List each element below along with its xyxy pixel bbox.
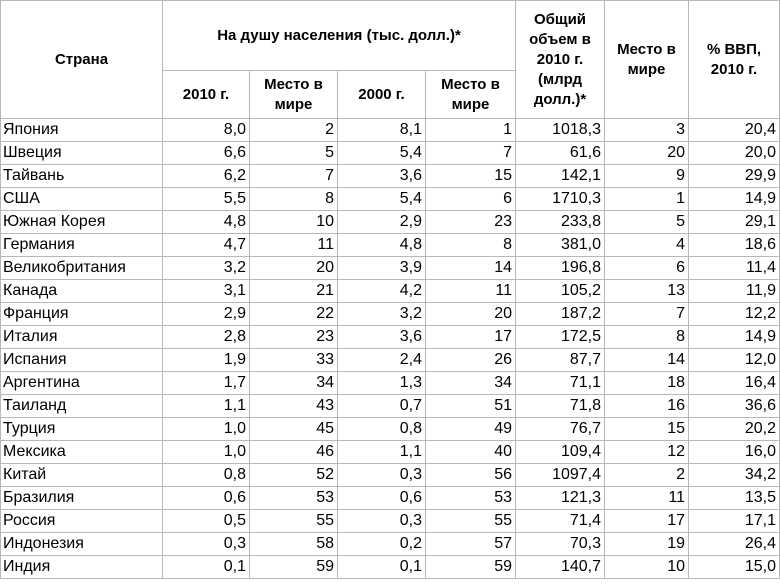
cell-per-capita-2010: 0,5: [163, 510, 250, 533]
cell-total-volume: 87,7: [516, 349, 605, 372]
cell-rank-2010: 8: [250, 188, 338, 211]
cell-per-capita-2000: 0,6: [338, 487, 426, 510]
cell-rank-2000: 7: [426, 142, 516, 165]
cell-rank-2010: 43: [250, 395, 338, 418]
cell-per-capita-2010: 3,2: [163, 257, 250, 280]
cell-per-capita-2010: 5,5: [163, 188, 250, 211]
cell-total-rank: 17: [605, 510, 689, 533]
cell-country: Турция: [1, 418, 163, 441]
cell-total-volume: 1018,3: [516, 119, 605, 142]
cell-per-capita-2010: 2,9: [163, 303, 250, 326]
cell-country: Индия: [1, 556, 163, 579]
cell-rank-2000: 23: [426, 211, 516, 234]
cell-gdp-share: 12,0: [689, 349, 780, 372]
cell-rank-2010: 33: [250, 349, 338, 372]
table-row: [1, 234, 780, 257]
cell-country: Франция: [1, 303, 163, 326]
cell-total-volume: 196,8: [516, 257, 605, 280]
header-2010: 2010 г.: [163, 71, 250, 119]
cell-rank-2010: 20: [250, 257, 338, 280]
header-per-capita: На душу населения (тыс. долл.)*: [163, 1, 516, 71]
cell-total-volume: 233,8: [516, 211, 605, 234]
cell-per-capita-2000: 0,1: [338, 556, 426, 579]
cell-gdp-share: 15,0: [689, 556, 780, 579]
cell-rank-2000: 51: [426, 395, 516, 418]
cell-rank-2000: 56: [426, 464, 516, 487]
cell-rank-2000: 57: [426, 533, 516, 556]
cell-per-capita-2000: 1,3: [338, 372, 426, 395]
cell-rank-2000: 34: [426, 372, 516, 395]
cell-rank-2010: 22: [250, 303, 338, 326]
table-header: [1, 1, 780, 119]
cell-rank-2000: 20: [426, 303, 516, 326]
cell-total-rank: 10: [605, 556, 689, 579]
cell-total-volume: 109,4: [516, 441, 605, 464]
cell-country: Япония: [1, 119, 163, 142]
cell-gdp-share: 26,4: [689, 533, 780, 556]
cell-per-capita-2010: 1,7: [163, 372, 250, 395]
cell-gdp-share: 20,2: [689, 418, 780, 441]
header-2000: 2000 г.: [338, 71, 426, 119]
cell-total-volume: 172,5: [516, 326, 605, 349]
table-row: [1, 464, 780, 487]
cell-per-capita-2010: 6,6: [163, 142, 250, 165]
cell-total-volume: 71,8: [516, 395, 605, 418]
cell-total-volume: 76,7: [516, 418, 605, 441]
cell-total-volume: 70,3: [516, 533, 605, 556]
cell-country: Великобритания: [1, 257, 163, 280]
cell-total-volume: 1710,3: [516, 188, 605, 211]
cell-rank-2010: 10: [250, 211, 338, 234]
cell-gdp-share: 34,2: [689, 464, 780, 487]
cell-per-capita-2000: 4,2: [338, 280, 426, 303]
cell-rank-2000: 26: [426, 349, 516, 372]
cell-rank-2010: 5: [250, 142, 338, 165]
table-body: [1, 119, 780, 579]
cell-rank-2010: 52: [250, 464, 338, 487]
cell-rank-2000: 1: [426, 119, 516, 142]
cell-rank-2000: 17: [426, 326, 516, 349]
cell-gdp-share: 20,4: [689, 119, 780, 142]
header-total-rank: Место в мире: [605, 1, 689, 119]
cell-total-volume: 71,1: [516, 372, 605, 395]
cell-gdp-share: 29,1: [689, 211, 780, 234]
table-row: [1, 303, 780, 326]
cell-country: Россия: [1, 510, 163, 533]
cell-per-capita-2010: 0,3: [163, 533, 250, 556]
cell-total-volume: 140,7: [516, 556, 605, 579]
table-row: [1, 441, 780, 464]
cell-per-capita-2010: 2,8: [163, 326, 250, 349]
cell-country: Южная Корея: [1, 211, 163, 234]
cell-total-volume: 121,3: [516, 487, 605, 510]
cell-total-rank: 3: [605, 119, 689, 142]
cell-rank-2000: 6: [426, 188, 516, 211]
cell-per-capita-2010: 0,1: [163, 556, 250, 579]
table-row: [1, 211, 780, 234]
cell-per-capita-2010: 0,6: [163, 487, 250, 510]
cell-per-capita-2000: 5,4: [338, 188, 426, 211]
cell-total-volume: 61,6: [516, 142, 605, 165]
cell-rank-2000: 59: [426, 556, 516, 579]
cell-country: Швеция: [1, 142, 163, 165]
cell-country: США: [1, 188, 163, 211]
cell-rank-2010: 55: [250, 510, 338, 533]
header-rank-2000: Место в мире: [426, 71, 516, 119]
cell-total-rank: 16: [605, 395, 689, 418]
cell-per-capita-2010: 1,9: [163, 349, 250, 372]
cell-per-capita-2000: 3,6: [338, 165, 426, 188]
cell-rank-2010: 2: [250, 119, 338, 142]
cell-country: Мексика: [1, 441, 163, 464]
cell-total-rank: 2: [605, 464, 689, 487]
cell-rank-2010: 23: [250, 326, 338, 349]
cell-gdp-share: 14,9: [689, 326, 780, 349]
table-row: [1, 188, 780, 211]
cell-gdp-share: 16,0: [689, 441, 780, 464]
table-row: [1, 257, 780, 280]
cell-per-capita-2010: 4,7: [163, 234, 250, 257]
cell-per-capita-2000: 5,4: [338, 142, 426, 165]
cell-gdp-share: 17,1: [689, 510, 780, 533]
cell-gdp-share: 16,4: [689, 372, 780, 395]
cell-per-capita-2000: 4,8: [338, 234, 426, 257]
table-row: [1, 280, 780, 303]
header-total-volume: Общий объем в 2010 г. (млрд долл.)*: [516, 1, 605, 119]
cell-per-capita-2010: 1,0: [163, 418, 250, 441]
cell-rank-2010: 7: [250, 165, 338, 188]
cell-rank-2010: 21: [250, 280, 338, 303]
cell-total-volume: 187,2: [516, 303, 605, 326]
cell-total-rank: 14: [605, 349, 689, 372]
header-gdp-share: % ВВП, 2010 г.: [689, 1, 780, 119]
cell-gdp-share: 12,2: [689, 303, 780, 326]
table-row: [1, 487, 780, 510]
cell-gdp-share: 11,9: [689, 280, 780, 303]
cell-per-capita-2000: 3,9: [338, 257, 426, 280]
cell-per-capita-2000: 0,2: [338, 533, 426, 556]
cell-rank-2000: 15: [426, 165, 516, 188]
cell-country: Китай: [1, 464, 163, 487]
cell-rank-2010: 58: [250, 533, 338, 556]
table-row: [1, 533, 780, 556]
cell-gdp-share: 36,6: [689, 395, 780, 418]
table-row: [1, 119, 780, 142]
table-row: [1, 165, 780, 188]
cell-total-rank: 19: [605, 533, 689, 556]
cell-gdp-share: 14,9: [689, 188, 780, 211]
cell-rank-2000: 11: [426, 280, 516, 303]
table-row: [1, 556, 780, 579]
cell-per-capita-2000: 0,7: [338, 395, 426, 418]
cell-total-volume: 105,2: [516, 280, 605, 303]
table-row: [1, 372, 780, 395]
table-row: [1, 418, 780, 441]
cell-country: Бразилия: [1, 487, 163, 510]
cell-country: Испания: [1, 349, 163, 372]
cell-total-rank: 13: [605, 280, 689, 303]
cell-total-volume: 1097,4: [516, 464, 605, 487]
cell-country: Канада: [1, 280, 163, 303]
cell-total-rank: 11: [605, 487, 689, 510]
cell-rank-2000: 55: [426, 510, 516, 533]
cell-total-rank: 9: [605, 165, 689, 188]
cell-rank-2000: 53: [426, 487, 516, 510]
cell-country: Индонезия: [1, 533, 163, 556]
cell-total-rank: 6: [605, 257, 689, 280]
cell-gdp-share: 20,0: [689, 142, 780, 165]
cell-gdp-share: 18,6: [689, 234, 780, 257]
cell-per-capita-2000: 2,9: [338, 211, 426, 234]
cell-per-capita-2010: 8,0: [163, 119, 250, 142]
cell-rank-2010: 53: [250, 487, 338, 510]
cell-per-capita-2000: 1,1: [338, 441, 426, 464]
header-rank-2010: Место в мире: [250, 71, 338, 119]
cell-per-capita-2010: 1,1: [163, 395, 250, 418]
cell-per-capita-2000: 0,8: [338, 418, 426, 441]
cell-gdp-share: 11,4: [689, 257, 780, 280]
cell-total-volume: 142,1: [516, 165, 605, 188]
cell-per-capita-2010: 4,8: [163, 211, 250, 234]
cell-per-capita-2000: 0,3: [338, 510, 426, 533]
cell-rank-2010: 46: [250, 441, 338, 464]
cell-total-rank: 7: [605, 303, 689, 326]
cell-per-capita-2010: 1,0: [163, 441, 250, 464]
header-country: Страна: [1, 1, 163, 119]
cell-gdp-share: 13,5: [689, 487, 780, 510]
cell-gdp-share: 29,9: [689, 165, 780, 188]
cell-total-rank: 1: [605, 188, 689, 211]
cell-rank-2010: 45: [250, 418, 338, 441]
cell-rank-2000: 14: [426, 257, 516, 280]
cell-rank-2010: 11: [250, 234, 338, 257]
cell-per-capita-2000: 3,2: [338, 303, 426, 326]
cell-total-rank: 4: [605, 234, 689, 257]
cell-rank-2000: 40: [426, 441, 516, 464]
cell-country: Таиланд: [1, 395, 163, 418]
cell-total-rank: 12: [605, 441, 689, 464]
table-row: [1, 142, 780, 165]
cell-per-capita-2010: 0,8: [163, 464, 250, 487]
cell-per-capita-2010: 6,2: [163, 165, 250, 188]
cell-total-volume: 381,0: [516, 234, 605, 257]
cell-rank-2010: 34: [250, 372, 338, 395]
cell-country: Тайвань: [1, 165, 163, 188]
cell-rank-2010: 59: [250, 556, 338, 579]
cell-total-volume: 71,4: [516, 510, 605, 533]
cell-per-capita-2010: 3,1: [163, 280, 250, 303]
cell-per-capita-2000: 2,4: [338, 349, 426, 372]
cell-country: Италия: [1, 326, 163, 349]
cell-country: Германия: [1, 234, 163, 257]
table-row: [1, 326, 780, 349]
cell-total-rank: 8: [605, 326, 689, 349]
cell-per-capita-2000: 0,3: [338, 464, 426, 487]
cell-total-rank: 20: [605, 142, 689, 165]
cell-per-capita-2000: 8,1: [338, 119, 426, 142]
table-row: [1, 349, 780, 372]
cell-total-rank: 15: [605, 418, 689, 441]
table-row: [1, 510, 780, 533]
cell-rank-2000: 49: [426, 418, 516, 441]
cell-rank-2000: 8: [426, 234, 516, 257]
cell-per-capita-2000: 3,6: [338, 326, 426, 349]
cell-country: Аргентина: [1, 372, 163, 395]
cell-total-rank: 18: [605, 372, 689, 395]
table-row: [1, 395, 780, 418]
cell-total-rank: 5: [605, 211, 689, 234]
